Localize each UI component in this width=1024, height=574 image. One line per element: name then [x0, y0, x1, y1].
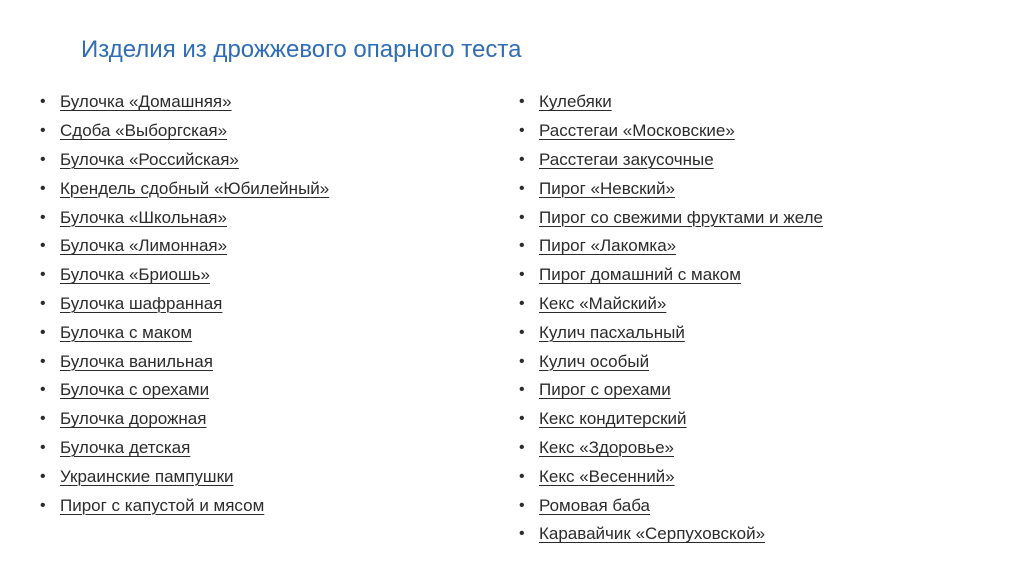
list-item	[519, 376, 823, 405]
list-item	[519, 203, 823, 232]
bullet-dot-icon: •	[519, 410, 525, 428]
list-item	[40, 203, 329, 232]
link-item[interactable]: Булочка «Лимонная»	[60, 236, 228, 256]
bullet-dot-icon: •	[519, 496, 525, 514]
list-item	[40, 462, 329, 491]
bullet-dot-icon: •	[519, 237, 525, 255]
link-item[interactable]: Кулебяки	[539, 92, 612, 112]
list-item	[40, 318, 329, 347]
list-item	[40, 290, 329, 319]
slide-title: Изделия из дрожжевого опарного теста	[81, 36, 522, 63]
link-item[interactable]: Пирог домашний с маком	[539, 265, 741, 285]
bullet-dot-icon: •	[40, 381, 46, 399]
link-item[interactable]: Расстегаи «Московские»	[539, 121, 735, 141]
link-item[interactable]: Крендель сдобный «Юбилейный»	[60, 178, 330, 198]
list-item	[40, 232, 329, 261]
bullet-dot-icon: •	[519, 323, 525, 341]
link-item[interactable]: Пирог с капустой и мясом	[60, 495, 265, 515]
link-item[interactable]: Кулич особый	[539, 351, 650, 371]
bullet-dot-icon: •	[40, 237, 46, 255]
bullet-dot-icon: •	[40, 93, 46, 111]
list-item	[40, 88, 329, 117]
list-item	[519, 434, 823, 463]
list-item	[519, 174, 823, 203]
list-item	[519, 520, 823, 549]
bullet-dot-icon: •	[40, 467, 46, 485]
list-item	[519, 88, 823, 117]
bullet-dot-icon: •	[40, 323, 46, 341]
list-item	[519, 261, 823, 290]
list-item	[519, 405, 823, 434]
link-item[interactable]: Булочка «Бриошь»	[60, 265, 210, 285]
link-item[interactable]: Булочка «Школьная»	[60, 207, 227, 227]
bullet-dot-icon: •	[40, 410, 46, 428]
bullet-dot-icon: •	[519, 352, 525, 370]
bullet-dot-icon: •	[519, 208, 525, 226]
bullet-dot-icon: •	[40, 208, 46, 226]
link-item[interactable]: Украинские пампушки	[60, 466, 234, 486]
link-item[interactable]: Булочка «Российская»	[60, 149, 239, 169]
list-item	[40, 261, 329, 290]
list-item	[519, 462, 823, 491]
link-item[interactable]: Кекс «Майский»	[539, 293, 667, 313]
right-link-list	[519, 88, 823, 549]
bullet-dot-icon: •	[519, 525, 525, 543]
bullet-dot-icon: •	[519, 438, 525, 456]
list-item	[40, 174, 329, 203]
bullet-dot-icon: •	[40, 352, 46, 370]
bullet-dot-icon: •	[519, 179, 525, 197]
link-item[interactable]: Пирог с орехами	[539, 380, 671, 400]
link-item[interactable]: Расстегаи закусочные	[539, 149, 714, 169]
list-item	[40, 117, 329, 146]
bullet-dot-icon: •	[519, 266, 525, 284]
bullet-dot-icon: •	[519, 93, 525, 111]
link-item[interactable]: Булочка «Домашняя»	[60, 92, 232, 112]
link-item[interactable]: Каравайчик «Серпуховской»	[539, 524, 766, 544]
bullet-dot-icon: •	[519, 467, 525, 485]
link-item[interactable]: Булочка детская	[60, 437, 191, 457]
link-item[interactable]: Кекс кондитерский	[539, 409, 687, 429]
link-item[interactable]: Кекс «Здоровье»	[539, 437, 675, 457]
list-item	[519, 347, 823, 376]
link-item[interactable]: Пирог «Невский»	[539, 178, 675, 198]
bullet-dot-icon: •	[519, 381, 525, 399]
link-item[interactable]: Пирог «Лакомка»	[539, 236, 677, 256]
bullet-dot-icon: •	[519, 294, 525, 312]
bullet-dot-icon: •	[519, 122, 525, 140]
left-link-list	[40, 88, 329, 520]
link-item[interactable]: Булочка с орехами	[60, 380, 210, 400]
link-item[interactable]: Ромовая баба	[539, 495, 651, 515]
list-item	[40, 146, 329, 175]
link-item[interactable]: Булочка шафранная	[60, 293, 223, 313]
link-item[interactable]: Булочка дорожная	[60, 409, 207, 429]
list-item	[40, 405, 329, 434]
list-item	[519, 318, 823, 347]
list-item	[40, 347, 329, 376]
list-item	[519, 290, 823, 319]
list-item	[519, 491, 823, 520]
bullet-dot-icon: •	[40, 294, 46, 312]
link-item[interactable]: Сдоба «Выборгская»	[60, 121, 228, 141]
list-item	[40, 376, 329, 405]
bullet-dot-icon: •	[519, 150, 525, 168]
bullet-dot-icon: •	[40, 150, 46, 168]
bullet-dot-icon: •	[40, 266, 46, 284]
bullet-dot-icon: •	[40, 179, 46, 197]
list-item	[519, 146, 823, 175]
bullet-dot-icon: •	[40, 438, 46, 456]
link-item[interactable]: Булочка с маком	[60, 322, 193, 342]
list-item	[40, 491, 329, 520]
list-item	[519, 232, 823, 261]
bullet-dot-icon: •	[40, 496, 46, 514]
link-item[interactable]: Пирог со свежими фруктами и желе	[539, 207, 823, 227]
bullet-dot-icon: •	[40, 122, 46, 140]
link-item[interactable]: Булочка ванильная	[60, 351, 213, 371]
list-item	[40, 434, 329, 463]
link-item[interactable]: Кулич пасхальный	[539, 322, 685, 342]
link-item[interactable]: Кекс «Весенний»	[539, 466, 675, 486]
list-item	[519, 117, 823, 146]
